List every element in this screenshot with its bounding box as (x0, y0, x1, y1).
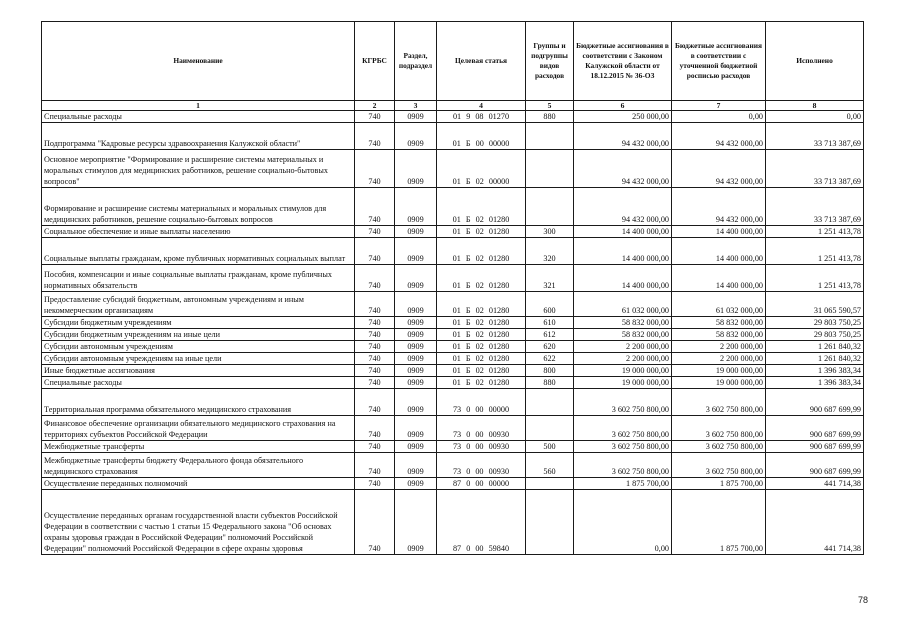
header-groups: Группы и подгруппы видов расходов (526, 22, 574, 101)
column-number: 4 (437, 101, 526, 111)
row-refined-allocation: 3 602 750 800,00 (672, 453, 766, 478)
row-section: 0909 (395, 441, 437, 453)
row-executed: 1 251 413,78 (766, 265, 864, 292)
row-law-allocation: 61 032 000,00 (574, 292, 672, 317)
row-kgrbs: 740 (355, 123, 395, 150)
header-target: Целевая статья (437, 22, 526, 101)
table-row (42, 453, 864, 478)
row-law-allocation: 0,00 (574, 490, 672, 555)
row-executed: 29 803 750,25 (766, 317, 864, 329)
row-law-allocation: 19 000 000,00 (574, 377, 672, 389)
row-expense-group (526, 478, 574, 490)
row-refined-allocation: 1 875 700,00 (672, 478, 766, 490)
row-target-article: 01 Б 02 01280 (437, 365, 526, 377)
row-refined-allocation: 3 602 750 800,00 (672, 441, 766, 453)
row-name: Основное мероприятие "Формирование и расширение системы материальных и моральных стимулов для медицинских работников, решение социально-бытовых вопросов" (42, 150, 355, 188)
column-number: 8 (766, 101, 864, 111)
row-executed: 1 261 840,32 (766, 341, 864, 353)
row-target-article: 73 0 00 00930 (437, 441, 526, 453)
column-number: 7 (672, 101, 766, 111)
row-executed: 900 687 699,99 (766, 389, 864, 416)
row-expense-group: 300 (526, 226, 574, 238)
row-target-article: 01 Б 02 01280 (437, 292, 526, 317)
row-refined-allocation: 14 400 000,00 (672, 265, 766, 292)
table-row (42, 377, 864, 389)
row-section: 0909 (395, 238, 437, 265)
row-kgrbs: 740 (355, 365, 395, 377)
row-kgrbs: 740 (355, 329, 395, 341)
row-law-allocation: 14 400 000,00 (574, 226, 672, 238)
row-executed: 1 396 383,34 (766, 377, 864, 389)
table-header-row (42, 22, 864, 101)
row-refined-allocation: 19 000 000,00 (672, 377, 766, 389)
row-name: Специальные расходы (42, 377, 355, 389)
row-executed: 441 714,38 (766, 478, 864, 490)
table-row (42, 365, 864, 377)
row-expense-group: 321 (526, 265, 574, 292)
table-row (42, 490, 864, 555)
row-expense-group (526, 490, 574, 555)
row-name: Социальное обеспечение и иные выплаты населению (42, 226, 355, 238)
column-number: 3 (395, 101, 437, 111)
row-name: Иные бюджетные ассигнования (42, 365, 355, 377)
header-law: Бюджетные ассигнования в соответствии с Законом Калужской области от 18.12.2015 № 36-ОЗ (574, 22, 672, 101)
row-target-article: 01 Б 02 01280 (437, 188, 526, 226)
row-law-allocation: 14 400 000,00 (574, 238, 672, 265)
row-law-allocation: 2 200 000,00 (574, 353, 672, 365)
row-name: Субсидии автономным учреждениям на иные цели (42, 353, 355, 365)
row-target-article: 01 Б 02 01280 (437, 341, 526, 353)
row-target-article: 01 Б 02 01280 (437, 329, 526, 341)
row-refined-allocation: 58 832 000,00 (672, 329, 766, 341)
row-section: 0909 (395, 317, 437, 329)
row-target-article: 01 Б 02 01280 (437, 377, 526, 389)
row-refined-allocation: 2 200 000,00 (672, 353, 766, 365)
row-law-allocation: 94 432 000,00 (574, 123, 672, 150)
row-kgrbs: 740 (355, 292, 395, 317)
row-law-allocation: 3 602 750 800,00 (574, 453, 672, 478)
row-law-allocation: 3 602 750 800,00 (574, 416, 672, 441)
row-law-allocation: 94 432 000,00 (574, 150, 672, 188)
table-row (42, 329, 864, 341)
row-kgrbs: 740 (355, 341, 395, 353)
row-kgrbs: 740 (355, 150, 395, 188)
row-expense-group (526, 389, 574, 416)
row-section: 0909 (395, 389, 437, 416)
row-section: 0909 (395, 490, 437, 555)
row-expense-group: 612 (526, 329, 574, 341)
row-section: 0909 (395, 111, 437, 123)
row-executed: 31 065 590,57 (766, 292, 864, 317)
header-executed: Исполнено (766, 22, 864, 101)
row-expense-group (526, 123, 574, 150)
row-executed: 33 713 387,69 (766, 188, 864, 226)
row-law-allocation: 2 200 000,00 (574, 341, 672, 353)
row-expense-group: 880 (526, 111, 574, 123)
row-target-article: 01 Б 02 01280 (437, 353, 526, 365)
row-expense-group: 320 (526, 238, 574, 265)
row-expense-group: 880 (526, 377, 574, 389)
row-section: 0909 (395, 341, 437, 353)
row-name: Предоставление субсидий бюджетным, автономным учреждениям и иным некоммерческим организациям (42, 292, 355, 317)
row-refined-allocation: 19 000 000,00 (672, 365, 766, 377)
table-row (42, 188, 864, 226)
row-refined-allocation: 14 400 000,00 (672, 226, 766, 238)
row-target-article: 01 9 08 01270 (437, 111, 526, 123)
row-target-article: 01 Б 02 01280 (437, 265, 526, 292)
row-law-allocation: 58 832 000,00 (574, 329, 672, 341)
row-executed: 900 687 699,99 (766, 441, 864, 453)
row-target-article: 01 Б 02 00000 (437, 150, 526, 188)
row-refined-allocation: 14 400 000,00 (672, 238, 766, 265)
row-name: Подпрограмма "Кадровые ресурсы здравоохранения Калужской области" (42, 123, 355, 150)
row-executed: 0,00 (766, 111, 864, 123)
row-refined-allocation: 1 875 700,00 (672, 490, 766, 555)
row-executed: 33 713 387,69 (766, 123, 864, 150)
row-expense-group (526, 416, 574, 441)
row-law-allocation: 1 875 700,00 (574, 478, 672, 490)
row-name: Субсидии бюджетным учреждениям на иные цели (42, 329, 355, 341)
row-expense-group: 800 (526, 365, 574, 377)
row-kgrbs: 740 (355, 111, 395, 123)
row-target-article: 87 0 00 59840 (437, 490, 526, 555)
row-refined-allocation: 94 432 000,00 (672, 123, 766, 150)
row-section: 0909 (395, 150, 437, 188)
row-expense-group: 610 (526, 317, 574, 329)
row-name: Субсидии бюджетным учреждениям (42, 317, 355, 329)
row-section: 0909 (395, 123, 437, 150)
row-kgrbs: 740 (355, 265, 395, 292)
row-section: 0909 (395, 226, 437, 238)
row-executed: 441 714,38 (766, 490, 864, 555)
row-section: 0909 (395, 265, 437, 292)
row-expense-group (526, 188, 574, 226)
table-row (42, 353, 864, 365)
row-kgrbs: 740 (355, 478, 395, 490)
table-row (42, 341, 864, 353)
row-expense-group: 560 (526, 453, 574, 478)
row-kgrbs: 740 (355, 416, 395, 441)
table-row (42, 292, 864, 317)
row-target-article: 73 0 00 00000 (437, 389, 526, 416)
table-row (42, 416, 864, 441)
row-law-allocation: 94 432 000,00 (574, 188, 672, 226)
row-law-allocation: 14 400 000,00 (574, 265, 672, 292)
header-section: Раздел, подраздел (395, 22, 437, 101)
row-refined-allocation: 94 432 000,00 (672, 150, 766, 188)
row-section: 0909 (395, 188, 437, 226)
column-number: 6 (574, 101, 672, 111)
row-expense-group: 622 (526, 353, 574, 365)
row-law-allocation: 250 000,00 (574, 111, 672, 123)
table-row (42, 150, 864, 188)
row-executed: 900 687 699,99 (766, 453, 864, 478)
row-target-article: 73 0 00 00930 (437, 453, 526, 478)
row-name: Межбюджетные трансферты (42, 441, 355, 453)
row-section: 0909 (395, 377, 437, 389)
table-row (42, 265, 864, 292)
table-row (42, 317, 864, 329)
row-name: Межбюджетные трансферты бюджету Федерального фонда обязательного медицинского страхования (42, 453, 355, 478)
row-name: Пособия, компенсации и иные социальные выплаты гражданам, кроме публичных нормативных обязательств (42, 265, 355, 292)
header-name: Наименование (42, 22, 355, 101)
row-name: Осуществление переданных органам государственной власти субъектов Российской Федерации в соответствии с частью 1 статьи 15 Федерального закона "Об основах охраны здоровья граждан в Российской Федерации" полномочий Российской Федерации" полномочий Российской Федерации в сфере охраны здоровья (42, 490, 355, 555)
column-number: 1 (42, 101, 355, 111)
row-executed: 900 687 699,99 (766, 416, 864, 441)
row-section: 0909 (395, 353, 437, 365)
row-kgrbs: 740 (355, 441, 395, 453)
column-number: 5 (526, 101, 574, 111)
row-refined-allocation: 3 602 750 800,00 (672, 389, 766, 416)
table-body (42, 111, 864, 555)
row-refined-allocation: 58 832 000,00 (672, 317, 766, 329)
row-kgrbs: 740 (355, 317, 395, 329)
row-refined-allocation: 0,00 (672, 111, 766, 123)
row-kgrbs: 740 (355, 353, 395, 365)
row-name: Осуществление переданных полномочий (42, 478, 355, 490)
row-target-article: 87 0 00 00000 (437, 478, 526, 490)
row-kgrbs: 740 (355, 453, 395, 478)
table-row (42, 389, 864, 416)
row-section: 0909 (395, 292, 437, 317)
row-law-allocation: 3 602 750 800,00 (574, 441, 672, 453)
header-kgrbs: КГРБС (355, 22, 395, 101)
row-kgrbs: 740 (355, 238, 395, 265)
table-row (42, 478, 864, 490)
row-section: 0909 (395, 478, 437, 490)
row-expense-group: 500 (526, 441, 574, 453)
row-section: 0909 (395, 365, 437, 377)
column-number-row (42, 101, 864, 111)
row-expense-group: 620 (526, 341, 574, 353)
row-law-allocation: 19 000 000,00 (574, 365, 672, 377)
table-row (42, 238, 864, 265)
row-law-allocation: 58 832 000,00 (574, 317, 672, 329)
row-executed: 29 803 750,25 (766, 329, 864, 341)
row-kgrbs: 740 (355, 389, 395, 416)
row-refined-allocation: 3 602 750 800,00 (672, 416, 766, 441)
row-target-article: 01 Б 02 01280 (437, 238, 526, 265)
row-name: Специальные расходы (42, 111, 355, 123)
page-number: 78 (858, 595, 869, 605)
row-kgrbs: 740 (355, 226, 395, 238)
row-target-article: 01 Б 02 01280 (437, 226, 526, 238)
row-name: Финансовое обеспечение организации обязательного медицинского страхования на территориях субъектов Российской Федерации (42, 416, 355, 441)
column-number: 2 (355, 101, 395, 111)
table-row (42, 441, 864, 453)
row-executed: 1 251 413,78 (766, 238, 864, 265)
row-target-article: 01 Б 00 00000 (437, 123, 526, 150)
table-row (42, 123, 864, 150)
row-section: 0909 (395, 453, 437, 478)
row-name: Территориальная программа обязательного медицинского страхования (42, 389, 355, 416)
row-executed: 33 713 387,69 (766, 150, 864, 188)
row-executed: 1 396 383,34 (766, 365, 864, 377)
row-executed: 1 251 413,78 (766, 226, 864, 238)
row-kgrbs: 740 (355, 188, 395, 226)
row-kgrbs: 740 (355, 490, 395, 555)
row-refined-allocation: 61 032 000,00 (672, 292, 766, 317)
row-refined-allocation: 94 432 000,00 (672, 188, 766, 226)
row-executed: 1 261 840,32 (766, 353, 864, 365)
row-kgrbs: 740 (355, 377, 395, 389)
row-expense-group (526, 150, 574, 188)
budget-table (41, 21, 864, 555)
row-name: Субсидии автономным учреждениям (42, 341, 355, 353)
row-target-article: 01 Б 02 01280 (437, 317, 526, 329)
row-section: 0909 (395, 416, 437, 441)
row-law-allocation: 3 602 750 800,00 (574, 389, 672, 416)
header-refined: Бюджетные ассигнования в соответствии с уточненной бюджетной росписью расходов (672, 22, 766, 101)
row-expense-group: 600 (526, 292, 574, 317)
table-row (42, 226, 864, 238)
table-row (42, 111, 864, 123)
row-name: Социальные выплаты гражданам, кроме публичных нормативных социальных выплат (42, 238, 355, 265)
row-refined-allocation: 2 200 000,00 (672, 341, 766, 353)
row-name: Формирование и расширение системы материальных и моральных стимулов для медицинских работников, решение социально-бытовых вопросов (42, 188, 355, 226)
row-section: 0909 (395, 329, 437, 341)
row-target-article: 73 0 00 00930 (437, 416, 526, 441)
